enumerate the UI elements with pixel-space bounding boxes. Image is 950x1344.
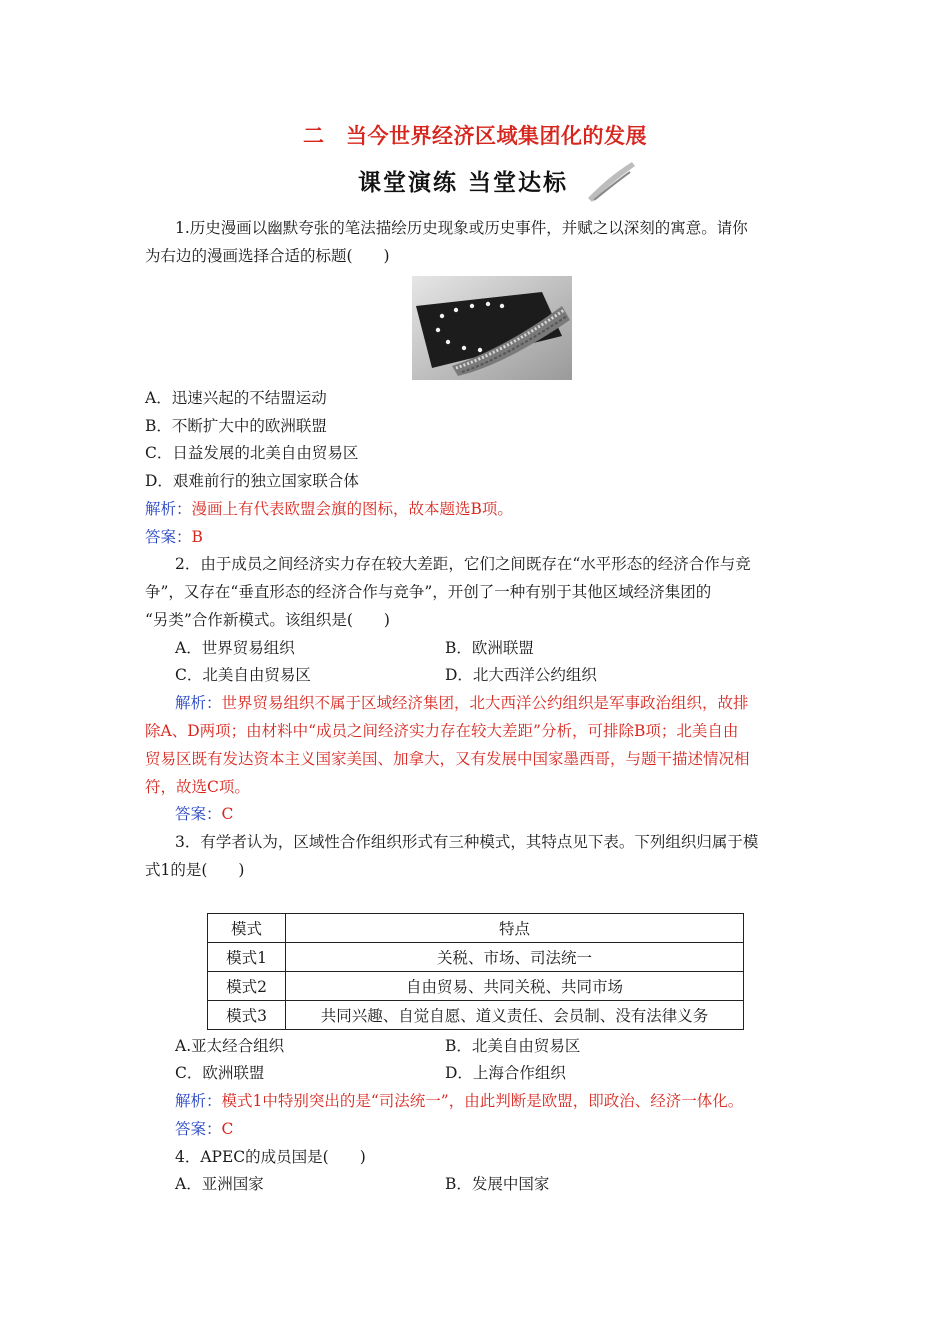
table-cell: 模式1 [208,943,286,972]
brush-stroke-icon [580,158,640,204]
analysis-text: 世界贸易组织不属于区域经济集团，北大西洋公约组织是军事政治组织，故排 [221,694,749,712]
q3-option-c: C．欧洲联盟 [175,1064,265,1082]
q2-option-b: B．欧洲联盟 [445,639,534,657]
q2-option-d: D．北大西洋公约组织 [445,666,597,684]
q3-stem-line1: 3．有学者认为，区域性合作组织形式有三种模式，其特点见下表。下列组织归属于模 [175,833,759,851]
q1-option-d: D．艰难前行的独立国家联合体 [145,472,359,490]
q4-option-b: B．发展中国家 [445,1175,550,1193]
table-header-cell: 特点 [286,914,744,943]
q2-analysis-line1 [175,693,815,713]
q1-option-b: B．不断扩大中的欧洲联盟 [145,417,327,435]
q2-analysis-line2: 除A、D两项；由材料中“成员之间经济实力存在较大差距”分析，可排除B项；北美自由 [145,722,739,740]
q2-analysis-line4: 符，故选C项。 [145,778,250,796]
answer-text: B [191,528,203,546]
q2-option-a: A．世界贸易组织 [175,639,295,657]
page-title: 二 当今世界经济区域集团化的发展 [303,124,647,148]
q3-stem-line2: 式1的是( ) [145,861,245,879]
q2-option-c: C．北美自由贸易区 [175,666,311,684]
analysis-text: 漫画上有代表欧盟会旗的图标，故本题选B项。 [191,500,513,518]
answer-text: C [221,1120,234,1138]
eu-flag-cartoon-image [412,276,572,380]
analysis-label: 解析： [175,694,222,712]
banner-text: 课堂演练 当堂达标 [358,170,569,196]
table-header-row [208,914,744,943]
q3-analysis [175,1091,815,1111]
q1-stem-line2: 为右边的漫画选择合适的标题( ) [145,247,390,265]
table-row [208,972,744,1001]
answer-label: 答案： [175,805,222,823]
analysis-text: 模式1中特别突出的是“司法统一”，由此判断是欧盟，即政治、经济一体化。 [221,1092,744,1110]
q3-answer [175,1119,815,1139]
q3-options-row2 [175,1063,815,1083]
q3-options-row1 [175,1036,815,1056]
q2-options-row1 [175,638,815,658]
q2-analysis-line3: 贸易区既有发达资本主义国家美国、加拿大，又有发展中国家墨西哥，与题干描述情况相 [145,750,750,768]
table-cell: 模式3 [208,1001,286,1030]
table-row [208,943,744,972]
q2-answer [175,804,815,824]
q1-stem-line1: 1.历史漫画以幽默夸张的笔法描绘历史现象或历史事件，并赋之以深刻的寓意。请你 [175,219,748,237]
q1-option-c: C．日益发展的北美自由贸易区 [145,444,359,462]
analysis-label: 解析： [145,500,192,518]
answer-text: C [221,805,234,823]
q4-stem-line1: 4．APEC的成员国是( ) [175,1148,366,1166]
q2-stem-line2: 争”，又存在“垂直形态的经济合作与竞争”，开创了一种有别于其他区域经济集团的 [145,583,712,601]
section-banner [350,158,640,204]
q1-analysis [145,499,815,519]
q4-option-a: A．亚洲国家 [175,1175,264,1193]
table-cell: 关税、市场、司法统一 [286,943,744,972]
modes-table [207,913,744,1030]
table-cell: 自由贸易、共同关税、共同市场 [286,972,744,1001]
table-header-cell: 模式 [208,914,286,943]
analysis-label: 解析： [175,1092,222,1110]
table-cell: 共同兴趣、自觉自愿、道义责任、会员制、没有法律义务 [286,1001,744,1030]
answer-label: 答案： [175,1120,222,1138]
answer-label: 答案： [145,528,192,546]
q1-option-a: A．迅速兴起的不结盟运动 [145,389,327,407]
q1-answer [145,527,815,547]
q2-stem-line3: “另类”合作新模式。该组织是( ) [145,611,390,629]
q3-option-b: B．北美自由贸易区 [445,1037,581,1055]
q2-options-row2 [175,665,815,685]
q3-option-d: D．上海合作组织 [445,1064,566,1082]
table-row [208,1001,744,1030]
table-cell: 模式2 [208,972,286,1001]
q2-stem-line1: 2．由于成员之间经济实力存在较大差距，它们之间既存在“水平形态的经济合作与竞 [175,555,751,573]
q4-options-row1 [175,1174,815,1194]
q3-option-a: A.亚太经合组织 [175,1037,285,1055]
